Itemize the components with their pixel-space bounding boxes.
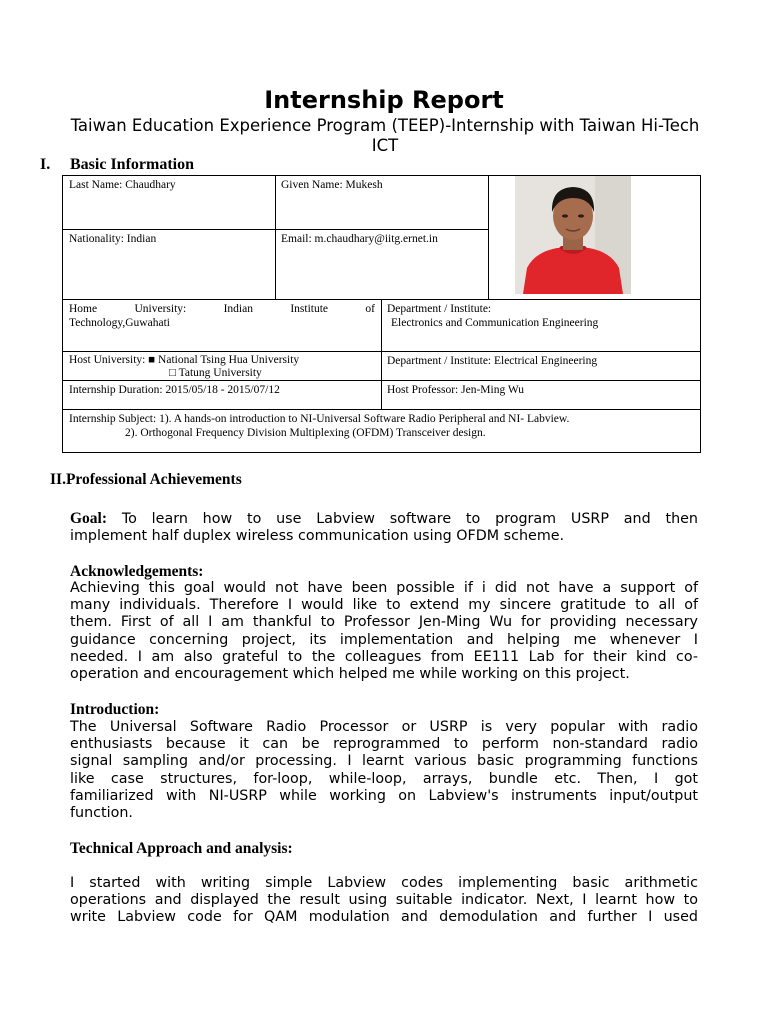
host-university-option-checked: ■ National Tsing Hua University	[148, 354, 300, 366]
goal-paragraph: Goal: To learn how to use Labview software to program USRP and then implement half duplex wireless communication using OFDM scheme.	[70, 510, 698, 545]
section-title-professional-achievements: II.Professional Achievements	[50, 471, 242, 488]
introduction-heading: Introduction:	[70, 701, 160, 718]
home-university-cell: Home University: Indian Institute of Technology,Guwahati	[69, 303, 375, 329]
technical-approach-paragraph: I started with writing simple Labview codes implementing basic arithmetic operations and displayed the result using suitable indicator. Next, I learnt how to write Labview code for QAM modulation and demodulation and further I used	[70, 875, 698, 926]
introduction-paragraph: The Universal Software Radio Processor or USRP is very popular with radio enthusiasts because it can be reprogrammed to perform non-standard radio signal sampling and/or processing. I learnt various basic programming functions like case structures, for-loop, while-loop, arrays, bundle etc. Then, I got familiarized with NI-USRP while working on Labview's instruments input/output function.	[70, 719, 698, 822]
given-name-cell: Given Name: Mukesh	[281, 179, 383, 191]
host-professor-cell: Host Professor: Jen-Ming Wu	[387, 384, 525, 396]
nationality-cell: Nationality: Indian	[69, 233, 157, 245]
email-cell: Email: m.chaudhary@iitg.ernet.in	[281, 233, 438, 245]
basic-information-table	[62, 175, 701, 453]
internship-subject-cell: Internship Subject: 1). A hands-on introduction to NI-Universal Software Radio Peripheral and NI- Labview. 2). Orthogonal Frequency Division Multiplexing (OFDM) Transceiver design.	[69, 413, 570, 439]
report-title: Internship Report	[264, 86, 504, 114]
goal-label: Goal:	[70, 510, 108, 527]
section-title-basic-information: Basic Information	[70, 156, 194, 173]
host-university-option-unchecked: □ Tatung University	[169, 367, 262, 379]
host-department-cell: Department / Institute: Electrical Engineering	[387, 355, 598, 367]
acknowledgements-heading: Acknowledgements:	[70, 563, 204, 580]
home-department-cell: Department / Institute: Electronics and Communication Engineering	[387, 303, 599, 329]
internship-duration-cell: Internship Duration: 2015/05/18 - 2015/07/12	[69, 384, 280, 396]
profile-photo	[515, 176, 631, 294]
section-number: I.	[40, 156, 51, 173]
acknowledgements-paragraph: Achieving this goal would not have been possible if i did not have a support of many individuals. Therefore I would like to extend my sincere gratitude to all of them. First of all I am thankful to Professor Jen-Ming Wu for providing necessary guidance concerning project, its implementation and helping me whenever I needed. I am also grateful to the colleagues from EE111 Lab for their kind co- operation and encouragement which helped me while working on this project.	[70, 580, 698, 683]
last-name-cell: Last Name: Chaudhary	[69, 179, 176, 191]
technical-approach-heading: Technical Approach and analysis:	[70, 840, 293, 857]
host-university-cell: Host University: ■ National Tsing Hua University □ Tatung University	[63, 352, 381, 382]
report-subtitle: Taiwan Education Experience Program (TEEP)-Internship with Taiwan Hi-Tech ICT	[70, 116, 700, 155]
